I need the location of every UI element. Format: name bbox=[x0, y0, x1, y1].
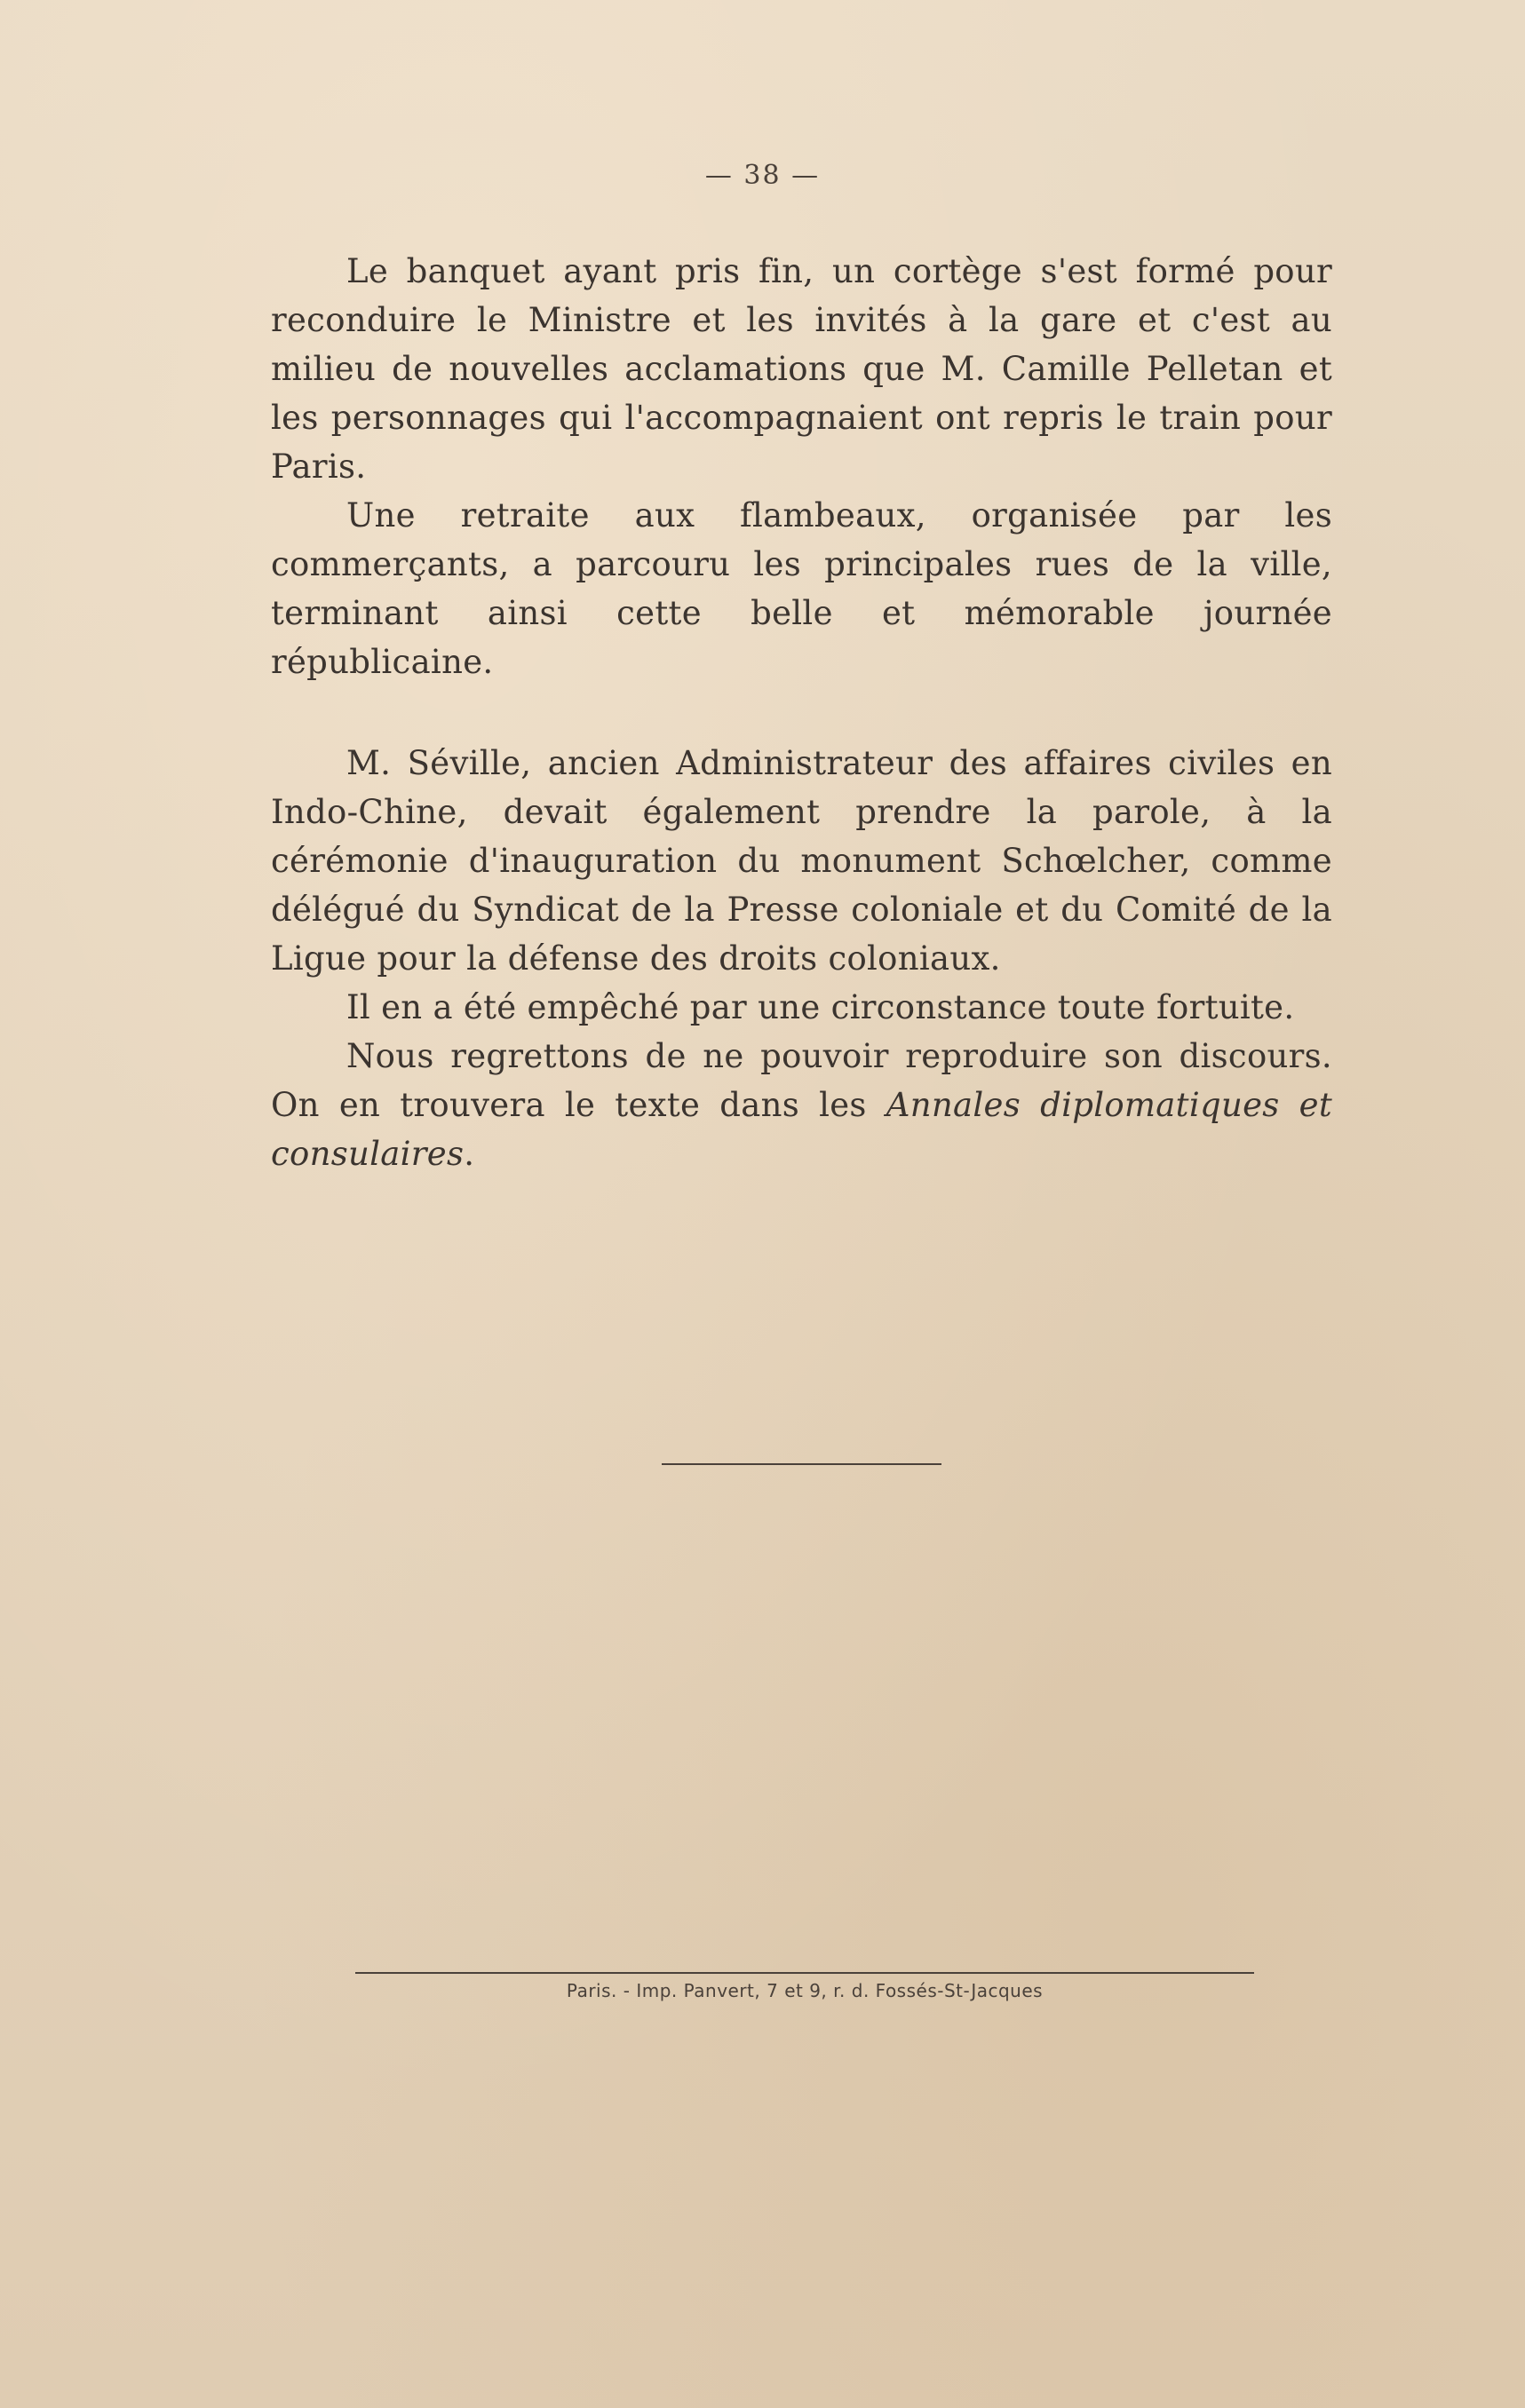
paragraph-discours bbox=[271, 1032, 1332, 1178]
imprint-rule bbox=[355, 1972, 1254, 1974]
annales-title: Annales diplomatiques et consulaires bbox=[271, 1086, 1332, 1173]
section-separator bbox=[662, 1463, 941, 1465]
paragraph-banquet: Le banquet ayant pris fin, un cortège s'est formé pour reconduire le Ministre et les invités à la gare et c'est au milieu de nouvelles acclamations que M. Camille Pelletan et les personnages qui l'accompagnaient ont repris le train pour Paris. bbox=[271, 252, 1332, 486]
discours-end: . bbox=[464, 1135, 475, 1173]
paragraph-retraite: Une retraite aux flambeaux, organisée par les commerçants, a parcouru les principales rues de la ville, terminant ainsi cette belle et mémorable journée républicaine. bbox=[271, 496, 1332, 681]
page-number: — 38 — bbox=[704, 160, 821, 191]
printer-imprint: Paris. - Imp. Panvert, 7 et 9, r. d. Fossés-St-Jacques bbox=[566, 1980, 1044, 2001]
text-block-banquet bbox=[271, 247, 1332, 686]
text-block-seville bbox=[271, 739, 1332, 1178]
paragraph-empeche: Il en a été empêché par une circonstance toute fortuite. bbox=[346, 988, 1295, 1026]
discours-text: Nous regrettons de ne pouvoir reproduire son discours. On en trouvera le texte dans les bbox=[271, 1037, 1332, 1124]
paragraph-seville: M. Séville, ancien Administrateur des affaires civiles en Indo-Chine, devait également prendre la parole, à la cérémonie d'inauguration du monument Schœlcher, comme délégué du Syndicat de la Presse coloniale et du Comité de la Ligue pour la défense des droits coloniaux. bbox=[271, 744, 1332, 978]
